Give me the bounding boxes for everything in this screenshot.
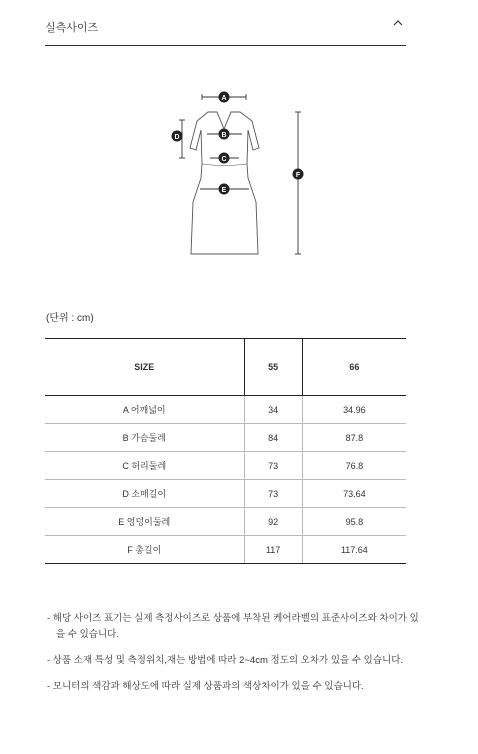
dress-measurement-diagram bbox=[160, 86, 320, 262]
table-header-row bbox=[45, 339, 406, 396]
measure-lines bbox=[179, 94, 301, 254]
note-label-difference: - 해당 사이즈 표기는 실제 측정사이즈로 상품에 부착된 케어라벨의 표준사이즈와 차이가 있을 수 있습니다. bbox=[47, 613, 419, 640]
measure-name: A 어깨넓이 bbox=[45, 396, 244, 424]
size-55-value: 117 bbox=[244, 536, 302, 564]
measure-name: C 허리둘레 bbox=[45, 452, 244, 480]
table-row bbox=[45, 452, 406, 480]
table-row bbox=[45, 536, 406, 564]
size-66-value: 117.64 bbox=[302, 536, 406, 564]
note-monitor-color: - 모니터의 색감과 해상도에 따라 실제 상품과의 색상차이가 있을 수 있습니다. bbox=[47, 681, 364, 692]
svg-text:E: E bbox=[221, 187, 227, 194]
size-notes bbox=[47, 611, 427, 705]
unit-label: (단위 : cm) bbox=[46, 313, 94, 324]
marker-e bbox=[219, 184, 230, 195]
note-measurement-error: - 상품 소재 특성 및 측정위치,재는 방법에 따라 2~4cm 정도의 오차가 있을 수 있습니다. bbox=[47, 655, 404, 666]
table-row bbox=[45, 480, 406, 508]
size-55-value: 34 bbox=[244, 396, 302, 424]
table-row bbox=[45, 424, 406, 452]
column-header: 55 bbox=[244, 339, 302, 396]
size-55-value: 73 bbox=[244, 480, 302, 508]
table-row bbox=[45, 396, 406, 424]
size-66-value: 95.8 bbox=[302, 508, 406, 536]
column-header: 66 bbox=[302, 339, 406, 396]
svg-text:C: C bbox=[221, 156, 227, 163]
marker-d bbox=[172, 131, 183, 142]
measure-name: B 가슴둘레 bbox=[45, 424, 244, 452]
svg-text:F: F bbox=[295, 172, 301, 179]
size-55-value: 84 bbox=[244, 424, 302, 452]
marker-f bbox=[293, 169, 304, 180]
size-66-value: 73.64 bbox=[302, 480, 406, 508]
column-header: SIZE bbox=[45, 339, 244, 396]
size-section-header[interactable] bbox=[45, 0, 406, 46]
size-66-value: 87.8 bbox=[302, 424, 406, 452]
table-row bbox=[45, 508, 406, 536]
svg-text:A: A bbox=[221, 95, 227, 102]
marker-c bbox=[219, 153, 230, 164]
marker-a bbox=[219, 92, 230, 103]
measure-name: E 엉덩이둘레 bbox=[45, 508, 244, 536]
chevron-up-icon[interactable] bbox=[392, 17, 404, 29]
measure-name: F 총길이 bbox=[45, 536, 244, 564]
size-55-value: 73 bbox=[244, 452, 302, 480]
size-66-value: 34.96 bbox=[302, 396, 406, 424]
section-title: 실측사이즈 bbox=[45, 22, 99, 34]
svg-text:D: D bbox=[174, 134, 180, 141]
size-66-value: 76.8 bbox=[302, 452, 406, 480]
size-table bbox=[45, 338, 406, 564]
size-55-value: 92 bbox=[244, 508, 302, 536]
measure-name: D 소매길이 bbox=[45, 480, 244, 508]
svg-text:B: B bbox=[221, 132, 227, 139]
marker-b bbox=[219, 129, 230, 140]
